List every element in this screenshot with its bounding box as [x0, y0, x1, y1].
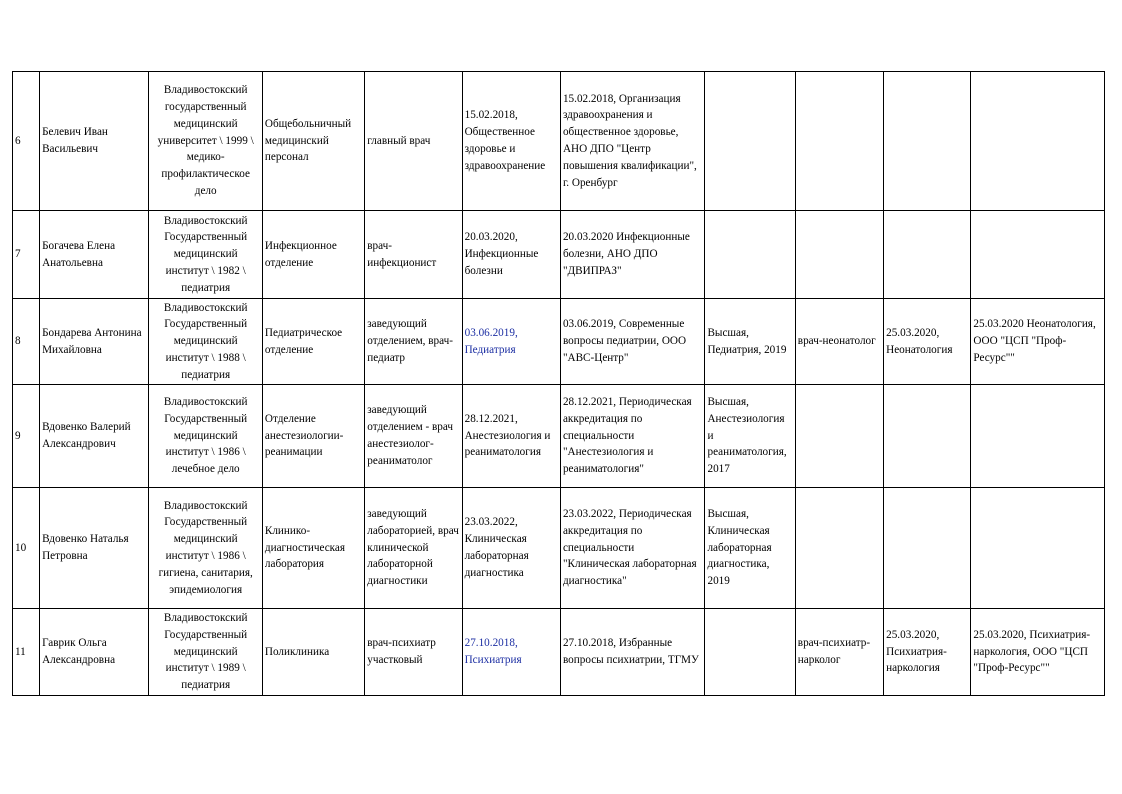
education: Владивостокский Государственный медицинский институт \ 1986 \ лечебное дело	[149, 385, 262, 488]
second-position: врач-психиатр-нарколог	[795, 609, 883, 696]
second-position	[795, 211, 883, 299]
employee-name: Гаврик Ольга Александровна	[40, 609, 149, 696]
department: Клинико-диагностическая лаборатория	[262, 488, 364, 609]
category: Высшая, Анестезиология и реаниматология, 2017	[705, 385, 795, 488]
education: Владивостокский государственный медицинский университет \ 1999 \ медико-профилактическое дело	[149, 72, 262, 211]
staff-table	[12, 71, 1105, 696]
department: Отделение анестезиологии-реанимации	[262, 385, 364, 488]
education: Владивостокский Государственный медицинский институт \ 1982 \ педиатрия	[149, 211, 262, 299]
position: врач-психиатр участковый	[365, 609, 462, 696]
position: заведующий отделением, врач-педиатр	[365, 299, 462, 385]
row-number: 7	[13, 211, 40, 299]
table-row	[13, 211, 1105, 299]
training: 27.10.2018, Избранные вопросы психиатрии, ТГМУ	[560, 609, 705, 696]
second-accreditation	[884, 488, 971, 609]
accreditation: 27.10.2018, Психиатрия	[462, 609, 560, 696]
category	[705, 72, 795, 211]
department: Педиатрическое отделение	[262, 299, 364, 385]
department: Инфекционное отделение	[262, 211, 364, 299]
education: Владивостокский Государственный медицинский институт \ 1986 \ гигиена, санитария, эпидемиология	[149, 488, 262, 609]
department: Поликлиника	[262, 609, 364, 696]
category	[705, 211, 795, 299]
second-training: 25.03.2020 Неонатология, ООО "ЦСП "Проф-Ресурс""	[971, 299, 1105, 385]
accreditation: 03.06.2019, Педиатрия	[462, 299, 560, 385]
table-row	[13, 488, 1105, 609]
employee-name: Богачева Елена Анатольевна	[40, 211, 149, 299]
department: Общебольничный медицинский персонал	[262, 72, 364, 211]
employee-name: Белевич Иван Васильевич	[40, 72, 149, 211]
second-position	[795, 72, 883, 211]
accreditation: 28.12.2021, Анестезиология и реаниматология	[462, 385, 560, 488]
second-training	[971, 72, 1105, 211]
row-number: 8	[13, 299, 40, 385]
second-training	[971, 385, 1105, 488]
training: 15.02.2018, Организация здравоохранения и общественное здоровье, АНО ДПО "Центр повышения квалификации", г. Оренбург	[560, 72, 705, 211]
table-row	[13, 72, 1105, 211]
second-training	[971, 211, 1105, 299]
category	[705, 609, 795, 696]
training: 03.06.2019, Современные вопросы педиатрии, ООО "АВС-Центр"	[560, 299, 705, 385]
education: Владивостокский Государственный медицинский институт \ 1989 \ педиатрия	[149, 609, 262, 696]
row-number: 6	[13, 72, 40, 211]
employee-name: Бондарева Антонина Михайловна	[40, 299, 149, 385]
second-position	[795, 385, 883, 488]
row-number: 9	[13, 385, 40, 488]
table-row	[13, 299, 1105, 385]
second-accreditation: 25.03.2020, Неонатология	[884, 299, 971, 385]
training: 20.03.2020 Инфекционные болезни, АНО ДПО "ДВИПРАЗ"	[560, 211, 705, 299]
table-row	[13, 385, 1105, 488]
second-position	[795, 488, 883, 609]
accreditation: 23.03.2022, Клиническая лабораторная диагностика	[462, 488, 560, 609]
position: главный врач	[365, 72, 462, 211]
training: 23.03.2022, Периодическая аккредитация по специальности "Клиническая лабораторная диагностика"	[560, 488, 705, 609]
accreditation: 20.03.2020, Инфекционные болезни	[462, 211, 560, 299]
position: врач-инфекционист	[365, 211, 462, 299]
accreditation: 15.02.2018, Общественное здоровье и здравоохранение	[462, 72, 560, 211]
employee-name: Вдовенко Валерий Александрович	[40, 385, 149, 488]
table-row	[13, 609, 1105, 696]
second-accreditation	[884, 385, 971, 488]
employee-name: Вдовенко Наталья Петровна	[40, 488, 149, 609]
position: заведующий лабораторией, врач клинической лабораторной диагностики	[365, 488, 462, 609]
row-number: 10	[13, 488, 40, 609]
second-accreditation	[884, 211, 971, 299]
category: Высшая, Клиническая лабораторная диагностика, 2019	[705, 488, 795, 609]
second-training	[971, 488, 1105, 609]
second-training: 25.03.2020, Психиатрия-наркология, ООО "ЦСП "Проф-Ресурс""	[971, 609, 1105, 696]
second-position: врач-неонатолог	[795, 299, 883, 385]
second-accreditation: 25.03.2020, Психиатрия-наркология	[884, 609, 971, 696]
training: 28.12.2021, Периодическая аккредитация по специальности "Анестезиология и реаниматология"	[560, 385, 705, 488]
row-number: 11	[13, 609, 40, 696]
second-accreditation	[884, 72, 971, 211]
position: заведующий отделением - врач анестезиолог-реаниматолог	[365, 385, 462, 488]
education: Владивостокский Государственный медицинский институт \ 1988 \ педиатрия	[149, 299, 262, 385]
category: Высшая, Педиатрия, 2019	[705, 299, 795, 385]
